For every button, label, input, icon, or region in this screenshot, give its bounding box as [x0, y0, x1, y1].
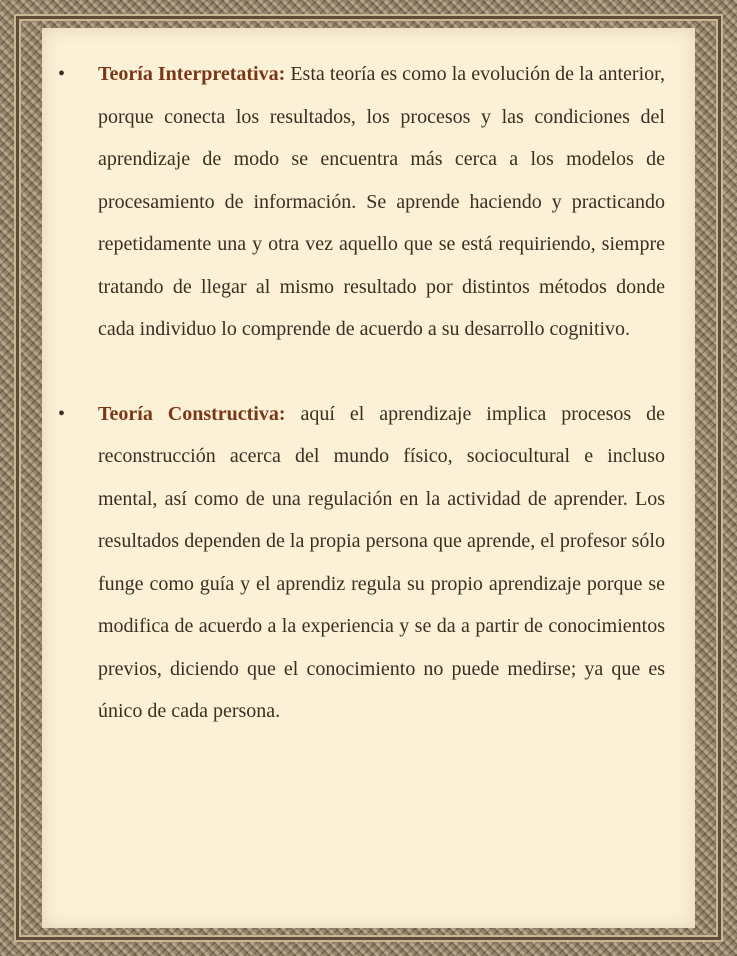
- item-description: Esta teoría es como la evolución de la anterior, porque conecta los resultados, los procesos y las condiciones del aprendizaje de modo se encuentra más cerca a los modelos de procesamiento de información. Se aprende haciendo y practicando repetidamente una y otra vez aquello que se está requiriendo, siempre tratando de llegar al mismo resultado por distintos métodos donde cada individuo lo comprende de acuerdo a su desarrollo cognitivo.: [98, 63, 665, 340]
- term-heading: Teoría Interpretativa:: [98, 63, 286, 85]
- list-item-interpretativa: [42, 53, 695, 351]
- theory-list: [42, 53, 695, 733]
- bullet-icon: •: [58, 402, 66, 425]
- content-panel: [42, 28, 695, 928]
- term-heading: Teoría Constructiva:: [98, 402, 286, 425]
- bullet-icon: •: [58, 63, 66, 85]
- item-description: aquí el aprendizaje implica procesos de reconstrucción acerca del mundo físico, sociocultural e incluso mental, así como de una regulación en la actividad de aprender. Los resultados dependen de la propia persona que aprende, el profesor sólo funge como guía y el aprendiz regula su propio aprendizaje porque se modifica de acuerdo a la experiencia y se da a partir de conocimientos previos, diciendo que el conocimiento no puede medirse; ya que es único de cada persona.: [98, 402, 665, 722]
- list-item-constructiva: [42, 393, 695, 733]
